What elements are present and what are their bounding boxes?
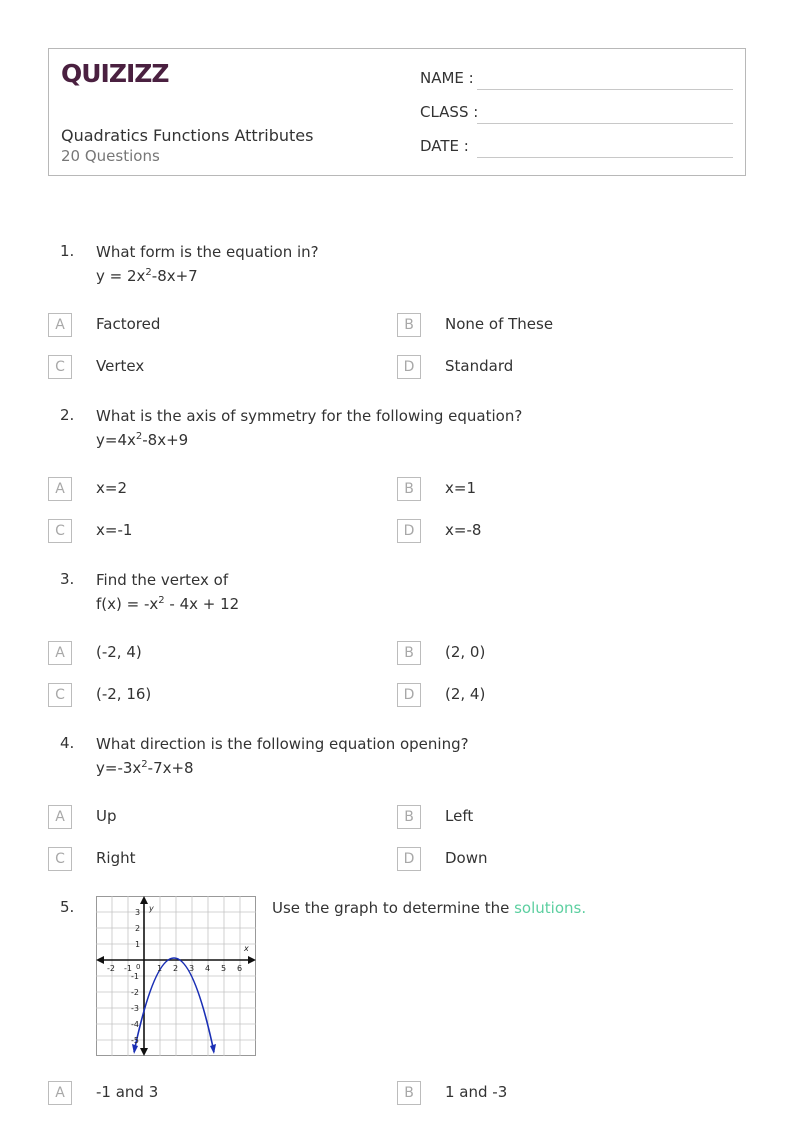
- option-letter: A: [48, 805, 72, 829]
- question-prompt: What direction is the following equation opening?: [96, 735, 469, 753]
- class-field[interactable]: [477, 123, 733, 124]
- question-count: 20 Questions: [61, 147, 160, 165]
- option-text: 1 and -3: [445, 1083, 508, 1101]
- y-tick: -3: [131, 1004, 139, 1013]
- parabola-graph: [96, 896, 256, 1056]
- option-text: Up: [96, 807, 117, 825]
- x-tick: -2: [107, 964, 115, 973]
- option-letter: D: [397, 355, 421, 379]
- option-text: Right: [96, 849, 136, 867]
- option-text: None of These: [445, 315, 554, 333]
- option-text: x=-1: [96, 521, 133, 539]
- option-text: Down: [445, 849, 488, 867]
- question-prompt: Use the graph to determine the: [272, 899, 515, 917]
- date-field[interactable]: [477, 157, 733, 158]
- name-label: NAME :: [420, 69, 474, 87]
- y-tick: -1: [131, 972, 139, 981]
- y-tick: -4: [131, 1020, 139, 1029]
- option-text: (-2, 16): [96, 685, 152, 703]
- class-label: CLASS :: [420, 103, 479, 121]
- question-equation: $y=4x^2-8x+9$: [96, 431, 189, 449]
- x-tick: 4: [205, 964, 211, 973]
- option-letter: D: [397, 519, 421, 543]
- x-axis-label: x: [244, 944, 249, 953]
- highlight-link[interactable]: solutions.: [514, 899, 587, 917]
- option-text: (2, 4): [445, 685, 486, 703]
- worksheet-header: [48, 48, 746, 176]
- question-number: 1.: [60, 242, 75, 260]
- question-equation: $y = 2x^2-8x+7$: [96, 267, 198, 285]
- question-number: 4.: [60, 734, 75, 752]
- date-label: DATE :: [420, 137, 469, 155]
- x-tick: 6: [237, 964, 243, 973]
- question-prompt: Find the vertex of: [96, 571, 229, 589]
- option-text: x=1: [445, 479, 476, 497]
- question-text: [96, 404, 522, 452]
- option-text: (-2, 4): [96, 643, 142, 661]
- question-text: [96, 568, 239, 616]
- option-letter: A: [48, 1081, 72, 1105]
- x-tick: 2: [173, 964, 179, 973]
- y-tick: 1: [135, 940, 141, 949]
- option-text: (2, 0): [445, 643, 486, 661]
- option-letter: C: [48, 683, 72, 707]
- option-letter: A: [48, 477, 72, 501]
- question-text: [96, 732, 469, 780]
- option-letter: C: [48, 519, 72, 543]
- y-tick: -2: [131, 988, 139, 997]
- question-prompt: What is the axis of symmetry for the following equation?: [96, 407, 523, 425]
- option-letter: B: [397, 477, 421, 501]
- x-tick: 3: [189, 964, 195, 973]
- option-letter: B: [397, 1081, 421, 1105]
- option-text: Standard: [445, 357, 514, 375]
- option-letter: B: [397, 313, 421, 337]
- x-tick: 1: [157, 964, 163, 973]
- question-prompt: What form is the equation in?: [96, 243, 319, 261]
- x-tick: -1: [124, 964, 132, 973]
- option-letter: D: [397, 847, 421, 871]
- option-letter: C: [48, 847, 72, 871]
- x-tick: 5: [221, 964, 227, 973]
- option-letter: A: [48, 641, 72, 665]
- worksheet-title: Quadratics Functions Attributes: [61, 126, 314, 145]
- name-field[interactable]: [477, 89, 733, 90]
- origin-label: 0: [136, 963, 141, 971]
- y-axis-label: y: [149, 904, 154, 913]
- question-equation: $y=-3x^2-7x+8$: [96, 759, 194, 777]
- option-text: -1 and 3: [96, 1083, 159, 1101]
- quizizz-logo: QUIZIZZ: [61, 59, 169, 88]
- option-text: Left: [445, 807, 474, 825]
- option-text: x=2: [96, 479, 127, 497]
- option-letter: B: [397, 641, 421, 665]
- option-letter: D: [397, 683, 421, 707]
- question-number: 5.: [60, 898, 75, 916]
- y-tick: -5: [131, 1036, 139, 1045]
- option-letter: A: [48, 313, 72, 337]
- option-text: Factored: [96, 315, 161, 333]
- question-text: [272, 896, 586, 920]
- y-tick: 3: [135, 908, 141, 917]
- question-text: [96, 240, 319, 288]
- option-letter: C: [48, 355, 72, 379]
- option-text: x=-8: [445, 521, 482, 539]
- question-number: 2.: [60, 406, 75, 424]
- y-tick: 2: [135, 924, 141, 933]
- question-equation: $f(x) = -x^2 - 4x + 12$: [96, 595, 240, 613]
- question-number: 3.: [60, 570, 75, 588]
- option-letter: B: [397, 805, 421, 829]
- option-text: Vertex: [96, 357, 145, 375]
